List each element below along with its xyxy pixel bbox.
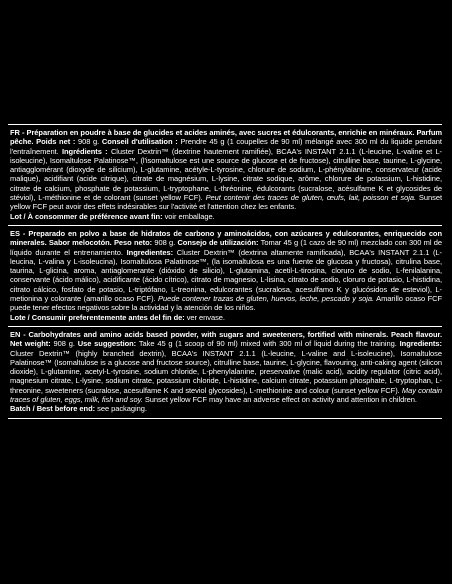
en-heading: EN - Carbohydrates and amino acids based powder, with sugars and sweeteners, fortified with minerals. xyxy=(10,329,389,339)
en-lot-value: see packaging. xyxy=(97,404,147,414)
fr-weight-label: Poids net : xyxy=(36,137,76,147)
section-en xyxy=(8,327,442,418)
fr-flavour: Parfum pêche. xyxy=(10,128,442,147)
section-es xyxy=(8,226,442,326)
es-lot-value: ver envase. xyxy=(186,312,225,322)
es-ingredients-value: Cluster Dextrin™ (dextrina altamente ramificada), BCAA's INSTANT 2.1.1 (L-leucina, L-valina y L-isoleucina), Isomaltulosa Palatinose™, (la isomaltulosa es una fuente de glucosa y fructosa), citrulina base, taurina, L-glicina, aroma, antiaglomerante (dióxido de silicio), L-glutamina, acetil-L-tirosina, cloruro de sodio, L-fenilalanina, conservante (ácido málico), acidificante (ácido cítrico), citrato de magnesio, L-lisina, citrato de sodio, cloruro de potasio, L-histidina, citrato cálcico, fosfato de potasio, L-triptófano, L-treonina, edulcorantes (sucralosa, acesulfamo K y glucósidos de esteviol), L-metionina y colorante (amarillo ocaso FCF). xyxy=(10,247,443,304)
es-flavour: Sabor melocotón. xyxy=(48,238,112,248)
es-allergen-note: Puede contener trazas de gluten, huevos, leche, pescado y soja. xyxy=(158,294,375,304)
es-ingredients-label: Ingredientes: xyxy=(126,247,174,257)
en-usage-value: Take 45 g (1 scoop of 90 ml) mixed with 300 ml of liquid during the training. xyxy=(138,339,397,349)
divider-bottom xyxy=(8,418,442,419)
es-heading: ES - Preparado en polvo a base de hidratos de carbono y aminoácidos, con azúcares y edulcorantes, enriquecido con minerales. xyxy=(10,228,442,248)
en-ingredients-label: Ingredients: xyxy=(399,339,442,349)
fr-ingredients-label: Ingrédients : xyxy=(61,146,108,156)
es-weight-label: Peso neto: xyxy=(113,238,153,248)
fr-usage-label: Conseil d'utilisation : xyxy=(101,137,178,147)
es-warning: Amarillo ocaso FCF puede tener efectos negativos sobre la actividad y la atención de los niños. xyxy=(10,294,442,313)
fr-usage-value: Prendre 45 g (1 coupelles de 90 ml) mélangé avec 300 ml du liquide pendant l'entraînement. xyxy=(10,137,442,156)
es-usage-value: Tomar 45 g (1 cazo de 90 ml) mezclado con 300 ml de líquido durante el entrenamiento. xyxy=(10,238,442,257)
section-fr xyxy=(8,125,442,225)
fr-allergen-note: Peut contenir des traces de gluten, œufs, lait, poisson et soja. xyxy=(205,193,417,203)
en-warning: Sunset yellow FCF may have an adverse effect on activity and attention in children. xyxy=(144,395,417,405)
fr-heading: FR - Préparation en poudre à base de glucides et acides aminés, avec sucres et édulcorants, enrichie en minéraux. xyxy=(10,128,415,137)
nutrition-label xyxy=(8,124,442,419)
fr-weight-value: 908 g. xyxy=(78,137,100,147)
fr-ingredients-value: Cluster Dextrin™ (dextrine hautement ramifiée), BCAA's INSTANT 2.1.1 (L-leucine, L-valine et L-isoleucine), Isomaltulose Palatinose™, (l'isomaltulose est une source de glucose et de fructose), citrulline base, taurine, L-glycine, antiagglomérant (dioxyde de silicium), L-glutamine, acétyle-L-tyrosine, chlorure de sodium, L-phénylalanine, conservateur (acide malique), acidifiant (acide citrique), citrate de magnésium, L-lysine, citrate sodique, arôme, chlorure de potassium, L-histidine, citrate de calcium, phosphate de potassium, L-tryptophane, L-thréonine, édulcorants (sucralose, acésulfame K et glycosides de stéviol), L-méthionine et de colorant (sunset yellow FCF). xyxy=(10,146,442,203)
en-weight-label: Net weight: xyxy=(10,339,51,349)
fr-lot-label: Lot / À consommer de préférence avant fin: xyxy=(10,211,163,221)
en-flavour: Peach flavour. xyxy=(391,329,442,339)
fr-warning: Sunset yellow FCF peut avoir des effets indésirables sur l'activité et l'attention chez les enfants. xyxy=(10,193,442,212)
fr-lot-value: voir emballage. xyxy=(164,211,215,221)
en-usage-label: Use suggestion: xyxy=(77,339,137,349)
en-ingredients-value: Cluster Dextrin™ (highly branched dextrin), BCAA's INSTANT 2.1.1 (L-leucine, L-valine and L-isoleucine), Isomaltulose Palatinose™ (Isomaltulose is a glucose and fructose source), citrulline base, taurine, L-glycine, flavouring, anti-caking agent (silicon dioxide), L-glutamine, acetyl-L-tyrosine, sodium chloride, L-phenylalanine, preservative (malic acid), acidity regulator (citric acid), magnesium citrate, L-lysine, sodium citrate, potassium chloride, L-histidine, calcium citrate, potassium phosphate, L-tryptophan, L-threonine, sweeteners (sucralose, acesulfame K and steviol glycosides), L-methionine and colour (sunset yellow FCF). xyxy=(10,348,442,395)
es-lot-label: Lote / Consumir preferentemente antes del fin de: xyxy=(10,312,185,322)
es-weight-value: 908 g. xyxy=(154,238,176,248)
en-weight-value: 908 g. xyxy=(53,339,75,349)
es-usage-label: Consejo de utilización: xyxy=(177,238,259,248)
en-allergen-note: May contain traces of gluten, eggs, milk, fish and soy. xyxy=(10,385,442,405)
en-lot-label: Batch / Best before end: xyxy=(10,404,96,414)
